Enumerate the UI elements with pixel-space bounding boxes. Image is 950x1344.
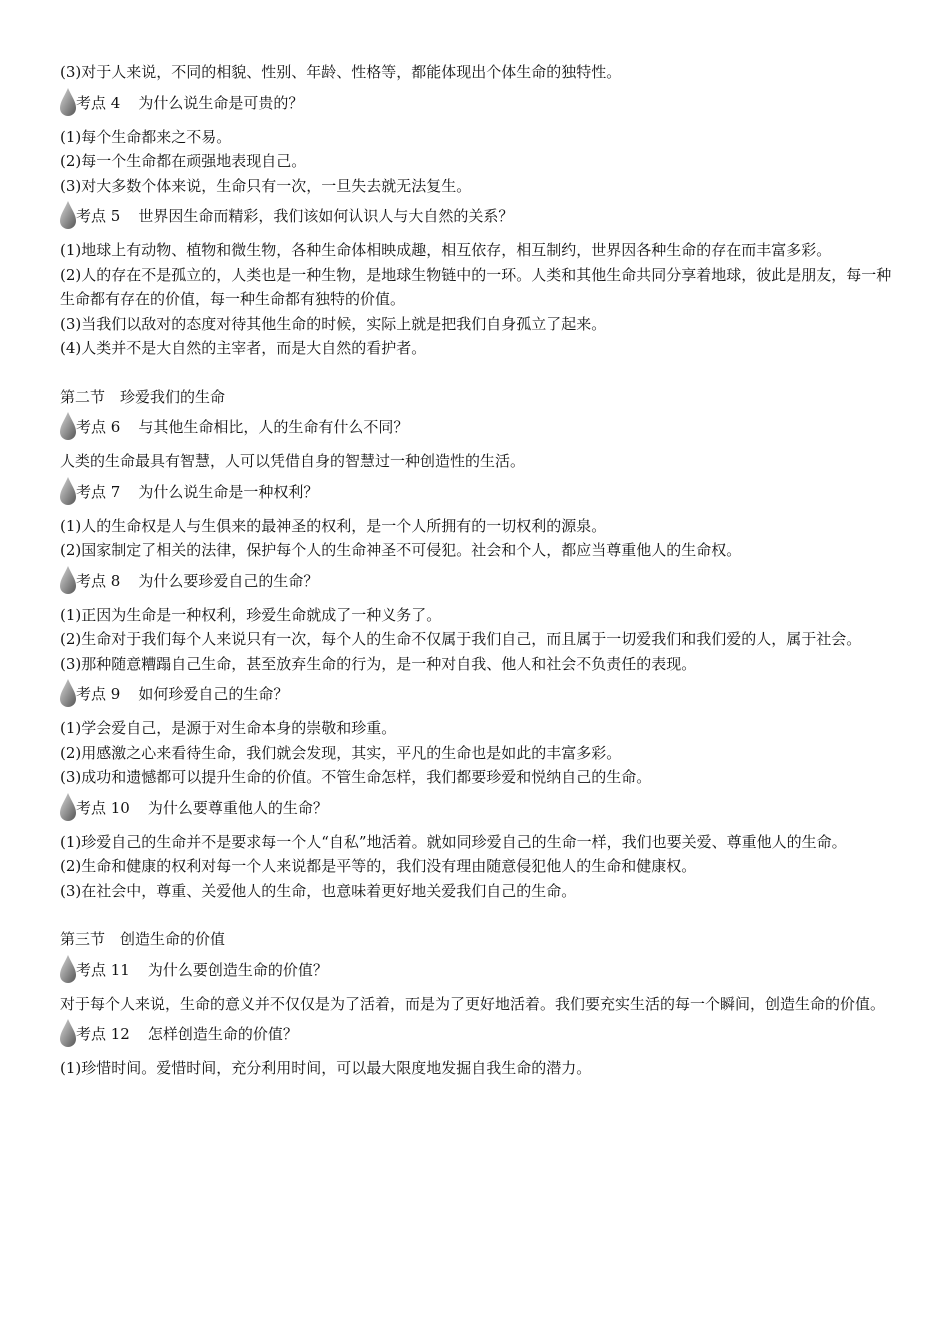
kaodian-number: 考点 9 xyxy=(76,685,121,703)
drop-icon xyxy=(58,87,78,117)
list-item: 人类的生命最具有智慧，人可以凭借自身的智慧过一种创造性的生活。 xyxy=(60,452,526,470)
drop-icon xyxy=(58,476,78,506)
intro-line: (3)对于人来说，不同的相貌、性别、年龄、性格等，都能体现出个体生命的独特性。 xyxy=(60,63,622,81)
kaodian-question: 世界因生命而精彩，我们该如何认识人与大自然的关系？ xyxy=(138,207,514,225)
drop-icon xyxy=(58,411,78,441)
kaodian-question: 怎样创造生命的价值？ xyxy=(147,1025,298,1043)
list-item: (3)对大多数个体来说，生命只有一次，一旦失去就无法复生。 xyxy=(60,176,472,195)
list-item: (3)那种随意糟蹋自己生命，甚至放弃生命的行为，是一种对自我、他人和社会不负责任的表现。 xyxy=(60,654,697,673)
list-item: (1)正因为生命是一种权利，珍爱生命就成了一种义务了。 xyxy=(60,605,442,624)
drop-icon xyxy=(58,678,78,708)
list-item: (2)国家制定了相关的法律，保护每个人的生命神圣不可侵犯。社会和个人，都应当尊重他人的生命权。 xyxy=(60,541,742,559)
section-title: 第二节 珍爱我们的生命 xyxy=(60,387,226,406)
kaodian-number: 考点 5 xyxy=(76,207,121,225)
list-item: (3)成功和遗憾都可以提升生命的价值。不管生命怎样，我们都要珍爱和悦纳自己的生命。 xyxy=(60,768,652,786)
kaodian-question: 为什么说生命是可贵的？ xyxy=(138,93,304,112)
list-item: (1)人的生命权是人与生俱来的最神圣的权利，是一个人所拥有的一切权利的源泉。 xyxy=(60,516,607,535)
heading-k4 xyxy=(60,89,892,117)
kaodian-question: 为什么要珍爱自己的生命？ xyxy=(138,571,319,590)
kaodian-number: 考点 7 xyxy=(76,482,121,501)
list-item: (3)当我们以敌对的态度对待其他生命的时候，实际上就是把我们自身孤立了起来。 xyxy=(60,314,607,333)
drop-icon xyxy=(58,565,78,595)
kaodian-number: 考点 10 xyxy=(76,798,130,817)
drop-icon xyxy=(58,200,78,230)
drop-icon xyxy=(58,792,78,822)
kaodian-question: 为什么要尊重他人的生命？ xyxy=(147,798,328,817)
section-title: 第三节 创造生命的价值 xyxy=(60,930,226,948)
kaodian-question: 为什么要创造生命的价值？ xyxy=(147,960,328,979)
heading-k11 xyxy=(60,956,892,984)
heading-k10 xyxy=(60,794,892,822)
list-item: (2)生命和健康的权利对每一个人来说都是平等的，我们没有理由随意侵犯他人的生命和健康权。 xyxy=(60,857,697,875)
heading-k9 xyxy=(60,680,892,708)
list-item: (2)用感激之心来看待生命，我们就会发现，其实，平凡的生命也是如此的丰富多彩。 xyxy=(60,743,622,762)
list-item: (1)珍惜时间。爱惜时间，充分利用时间，可以最大限度地发掘自我生命的潜力。 xyxy=(60,1059,592,1077)
list-item: (2)每一个生命都在顽强地表现自己。 xyxy=(60,152,307,170)
kaodian-number: 考点 8 xyxy=(76,571,121,590)
kaodian-question: 如何珍爱自己的生命？ xyxy=(138,685,289,703)
kaodian-question: 与其他生命相比，人的生命有什么不同？ xyxy=(138,418,409,436)
heading-k8 xyxy=(60,567,892,595)
heading-k6 xyxy=(60,413,892,441)
kaodian-number: 考点 4 xyxy=(76,93,121,112)
drop-icon xyxy=(58,1018,78,1048)
list-item: (1)地球上有动物、植物和微生物，各种生命体相映成趣，相互依存，相互制约，世界因各种生命的存在而丰富多彩。 xyxy=(60,241,832,259)
kaodian-number: 考点 6 xyxy=(76,418,121,436)
heading-k5 xyxy=(60,202,892,230)
heading-k7 xyxy=(60,478,892,506)
list-item: (2)人的存在不是孤立的，人类也是一种生物，是地球生物链中的一环。人类和其他生命共同分享着地球，彼此是朋友，每一种生命都有存在的价值，每一种生命都有独特的价值。 xyxy=(60,265,892,308)
list-item: (1)每个生命都来之不易。 xyxy=(60,127,232,146)
kaodian-number: 考点 12 xyxy=(76,1025,130,1043)
kaodian-question: 为什么说生命是一种权利？ xyxy=(138,482,319,501)
list-item: (1)珍爱自己的生命并不是要求每一个人“自私”地活着。就如同珍爱自己的生命一样，我们也要关爱、尊重他人的生命。 xyxy=(60,832,847,851)
list-item: (3)在社会中，尊重、关爱他人的生命，也意味着更好地关爱我们自己的生命。 xyxy=(60,881,577,900)
kaodian-number: 考点 11 xyxy=(76,960,130,979)
list-item: (1)学会爱自己，是源于对生命本身的崇敬和珍重。 xyxy=(60,719,397,737)
list-item: 对于每个人来说，生命的意义并不仅仅是为了活着，而是为了更好地活着。我们要充实生活的每一个瞬间，创造生命的价值。 xyxy=(60,994,886,1013)
heading-k12 xyxy=(60,1020,892,1048)
drop-icon xyxy=(58,954,78,984)
document-page xyxy=(60,60,892,1081)
list-item: (2)生命对于我们每个人来说只有一次，每个人的生命不仅属于我们自己，而且属于一切爱我们和我们爱的人，属于社会。 xyxy=(60,630,862,648)
list-item: (4)人类并不是大自然的主宰者，而是大自然的看护者。 xyxy=(60,339,427,357)
